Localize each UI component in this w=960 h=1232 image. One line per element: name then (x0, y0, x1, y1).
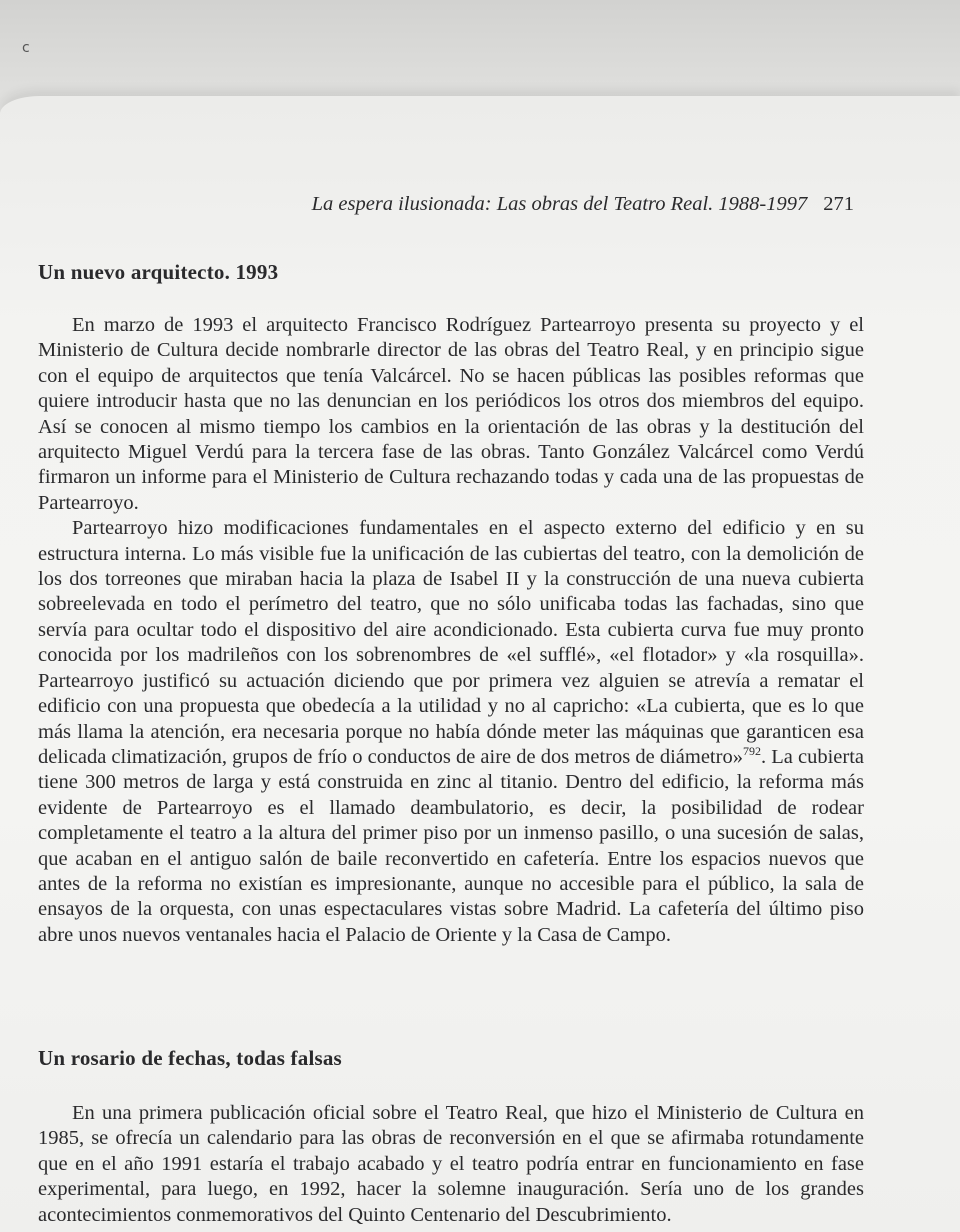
section-body (38, 313, 864, 948)
running-head-title: La espera ilusionada: Las obras del Teatro Real. 1988-1997 (311, 193, 808, 215)
page-speck: c (22, 40, 30, 56)
paragraph: En marzo de 1993 el arquitecto Francisco Rodríguez Partearroyo presenta su proyecto y el Ministerio de Cultura decide nombrarle director de las obras del Teatro Real, y en principio sigue con el equipo de arquitectos que tenía Valcárcel. No se hacen públicas las posibles reformas que quiere introducir hasta que no las denuncian en los periódicos los otros dos miembros del equipo. Así se conocen al mismo tiempo los cambios en la orientación de las obras y la destitución del arquitecto Miguel Verdú para la tercera fase de las obras. Tanto González Valcárcel como Verdú firmaron un informe para el Ministerio de Cultura rechazando todas y cada una de las propuestas de Partearroyo. (38, 314, 864, 514)
paragraph: En una primera publicación oficial sobre el Teatro Real, que hizo el Ministerio de Cultura en 1985, se ofrecía un calendario para las obras de reconversión en el que se afirmaba rotundamente que en el año 1991 estaría el trabajo acabado y el teatro podría entrar en funcionamiento en fase experimental, para luego, en 1992, hacer la solemne inauguración. Sería uno de los grandes acontecimientos conmemorativos del Quinto Centenario del Descubrimiento. (38, 1102, 864, 1226)
book-page (0, 96, 960, 1232)
footnote-ref: 792 (742, 744, 761, 759)
section-heading: Un rosario de fechas, todas falsas (38, 1046, 342, 1070)
running-head (312, 193, 854, 216)
paragraph-text: Partearroyo hizo modificaciones fundamentales en el aspecto externo del edificio y en su estructura interna. Lo más visible fue la unificación de las cubiertas del teatro, con la demolición de los dos torreones que miraban hacia la plaza de Isabel II y la construcción de una nueva cubierta sobreelevada en todo el perímetro del teatro, que no sólo unificaba todas las fachadas, sino que servía para ocultar todo el dispositivo del aire acondicionado. Esta cubierta curva fue muy pronto conocida por los madrileños con los sobrenombres de «el sufflé», «el flotador» y «la rosquilla». Partearroyo justificó su actuación diciendo que por primera vez alguien se atrevía a rematar el edificio con una propuesta que obedecía a la utilidad y no al capricho: «La cubierta, que es lo que más llama la atención, era necesaria porque no había dónde meter las máquinas que garanticen esa delicada climatización, grupos de frío o conductos de aire de dos metros de diámetro» (38, 517, 864, 768)
paragraph (38, 516, 864, 948)
section-new-architect (38, 260, 864, 948)
section-dates (38, 1046, 864, 1228)
paragraph-text-continued: . La cubierta tiene 300 metros de larga y está construida en zinc al titanio. Dentro del edificio, la reforma más evidente de Partearroyo es el llamado deambulatorio, es decir, la posibilidad de rodear completamente el teatro a la altura del primer piso por un inmenso pasillo, o una sucesión de salas, que acaban en el antiguo salón de baile reconvertido en cafetería. Entre los espacios nuevos que antes de la reforma no existían es impresionante, aunque no accesible para el público, la sala de ensayos de la orquesta, con unas espectaculares vistas sobre Madrid. La cafetería del último piso abre unos nuevos ventanales hacia el Palacio de Oriente y la Casa de Campo. (38, 745, 864, 946)
section-body (38, 1101, 864, 1228)
page-number: 271 (823, 193, 854, 215)
section-heading: Un nuevo arquitecto. 1993 (38, 260, 279, 284)
